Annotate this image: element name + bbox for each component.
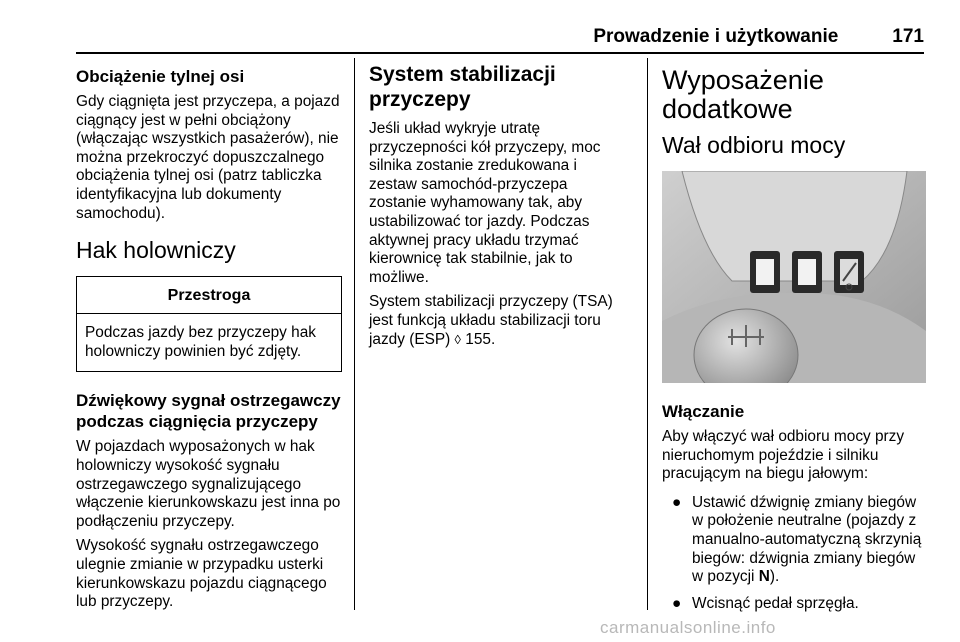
heading-trailer-stability: System stabilizacji przyczepy xyxy=(369,63,556,111)
bullet-icon: ● xyxy=(672,594,682,612)
paragraph-enabling: Aby włączyć wał odbioru mocy przy nieruchomym pojeździe i silniku pracującym na biegu jałowym: xyxy=(662,428,905,483)
bullet-icon: ● xyxy=(672,493,682,511)
header-title: Prowadzenie i użytkowanie xyxy=(593,26,839,47)
paragraph-signal-2: Wysokość sygnału ostrzegawczego ulegnie zmianie w przypadku usterki kierunkowskazu pojazdu ciągnącego lub przyczepy. xyxy=(76,537,327,611)
paragraph-tsa-2 xyxy=(369,293,629,349)
paragraph-signal-1: W pojazdach wyposażonych w hak holowniczy wysokość sygnału ostrzegawczego sygnalizującego włączenie kierunkowskazu jest inna po podłączeniu przyczepy. xyxy=(76,438,341,530)
paragraph-tsa-1: Jeśli układ wykryje utratę przyczepności kół przyczepy, moc silnika zostanie zredukowana i zestaw samochód-przyczepa zostanie wyhamowany tak, aby ustabilizować tor jazdy. Podczas aktywnej pracy układu trzymać kierownicę tak stabilnie, jak to możliwe. xyxy=(369,120,601,286)
tsa-2-text: System stabilizacji przyczepy (TSA) jest funkcją układu stabilizacji toru jazdy (ESP) xyxy=(369,293,613,348)
watermark: carmanualsonline.info xyxy=(600,618,776,637)
page-header xyxy=(76,26,924,52)
heading-additional-equipment: Wyposażenie dodatkowe xyxy=(662,65,824,124)
header-rule xyxy=(76,52,924,54)
column-divider-2 xyxy=(647,58,648,610)
heading-audible-signal: Dźwiękowy sygnał ostrzegawczy podczas ciągnięcia przyczepy xyxy=(76,391,341,432)
list-item xyxy=(662,494,926,587)
pto-switch-photo xyxy=(662,171,926,383)
heading-power-take-off: Wał odbioru mocy xyxy=(662,132,846,158)
column-2 xyxy=(369,62,629,355)
step-1-position: N xyxy=(758,568,770,586)
page-reference[interactable]: 155. xyxy=(465,330,496,348)
column-1 xyxy=(76,62,344,618)
page-reference-icon: ◊ xyxy=(454,331,461,347)
warning-box xyxy=(76,276,342,372)
heading-enabling: Włączanie xyxy=(662,402,745,421)
step-list xyxy=(662,494,926,614)
page-number: 171 xyxy=(892,26,924,47)
heading-towing-hitch: Hak holowniczy xyxy=(76,237,236,264)
heading-rear-axle-load: Obciążenie tylnej osi xyxy=(76,67,245,86)
column-divider-1 xyxy=(354,58,355,610)
list-item xyxy=(662,595,926,614)
column-3 xyxy=(662,62,926,621)
step-1-end: ). xyxy=(769,568,780,586)
step-2-text: Wcisnąć pedał sprzęgła. xyxy=(692,594,859,612)
warning-title: Przestroga xyxy=(77,277,341,314)
paragraph-rear-axle-load: Gdy ciągnięta jest przyczepa, a pojazd ciągnący jest w pełni obciążony (włączając wszystkich pasażerów), nie można przekroczyć dopuszczalnego obciążenia tylnej osi (patrz tabliczka identyfikacyjna lub dokumenty samochodu). xyxy=(76,93,340,222)
warning-text: Podczas jazdy bez przyczepy hak holowniczy powinien być zdjęty. xyxy=(85,324,316,360)
step-1-text: Ustawić dźwignię zmiany biegów w położenie neutralne (pojazdy z manualno-automatyczną skrzynią biegów: dźwignia zmiany biegów w pozycji xyxy=(692,493,922,586)
